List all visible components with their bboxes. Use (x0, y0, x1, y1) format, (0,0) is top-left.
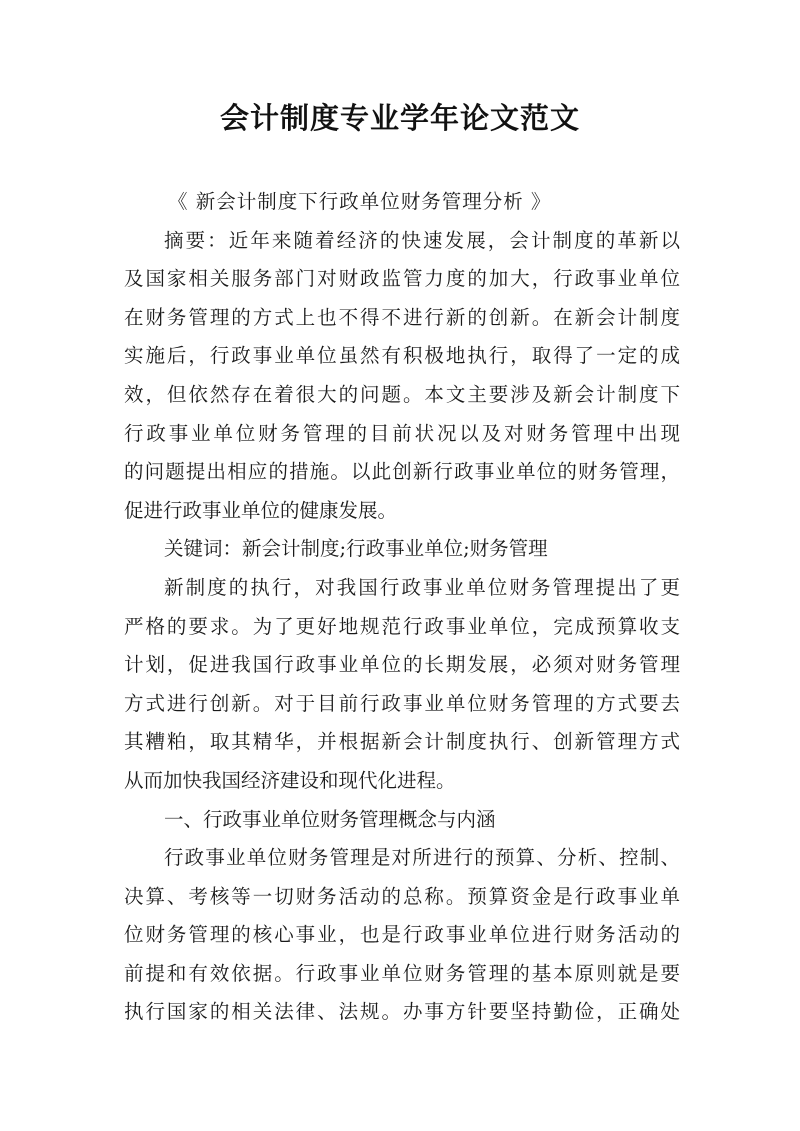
article-subtitle: 《 新会计制度下行政单位财务管理分析 》 (168, 190, 552, 213)
section-heading: 一、行政事业单位财务管理概念与内涵 (164, 807, 496, 831)
paragraph-line: 前提和有效依据。行政事业单位财务管理的基本原则就是要 (124, 961, 680, 985)
abstract-line: 效，但依然存在着很大的问题。本文主要涉及新会计制度下 (124, 382, 680, 406)
paragraph-line: 决算、考核等一切财务活动的总称。预算资金是行政事业单 (124, 884, 680, 908)
document-body (124, 183, 680, 1032)
paragraph-line: 其糟粕，取其精华，并根据新会计制度执行、创新管理方式 (124, 730, 680, 754)
document-title: 会计制度专业学年论文范文 (219, 101, 580, 135)
paragraph-line: 执行国家的相关法律、法规。办事方针要坚持勤俭，正确处 (124, 1000, 680, 1024)
abstract-line: 行政事业单位财务管理的目前状况以及对财务管理中出现 (124, 421, 680, 445)
paragraph-line: 新制度的执行，对我国行政事业单位财务管理提出了更 (164, 575, 680, 599)
paragraph-line: 行政事业单位财务管理是对所进行的预算、分析、控制、 (164, 846, 680, 870)
paragraph-line: 计划，促进我国行政事业单位的长期发展，必须对财务管理 (124, 653, 680, 677)
paragraph-line: 方式进行创新。对于目前行政事业单位财务管理的方式要去 (124, 691, 680, 715)
keywords-line: 关键词：新会计制度;行政事业单位;财务管理 (164, 537, 548, 561)
abstract-line: 实施后，行政事业单位虽然有积极地执行，取得了一定的成 (124, 344, 680, 368)
abstract-line: 促进行政事业单位的健康发展。 (124, 498, 398, 522)
abstract-line: 在财务管理的方式上也不得不进行新的创新。在新会计制度 (124, 305, 680, 329)
paragraph-line: 位财务管理的核心事业，也是行政事业单位进行财务活动的 (124, 923, 680, 947)
abstract-line: 的问题提出相应的措施。以此创新行政事业单位的财务管理， (124, 460, 680, 484)
abstract-line: 及国家相关服务部门对财政监管力度的加大，行政事业单位 (124, 267, 680, 291)
paragraph-line: 从而加快我国经济建设和现代化进程。 (124, 768, 456, 792)
abstract-line: 摘要：近年来随着经济的快速发展，会计制度的革新以 (164, 228, 680, 252)
paragraph-line: 严格的要求。为了更好地规范行政事业单位，完成预算收支 (124, 614, 680, 638)
